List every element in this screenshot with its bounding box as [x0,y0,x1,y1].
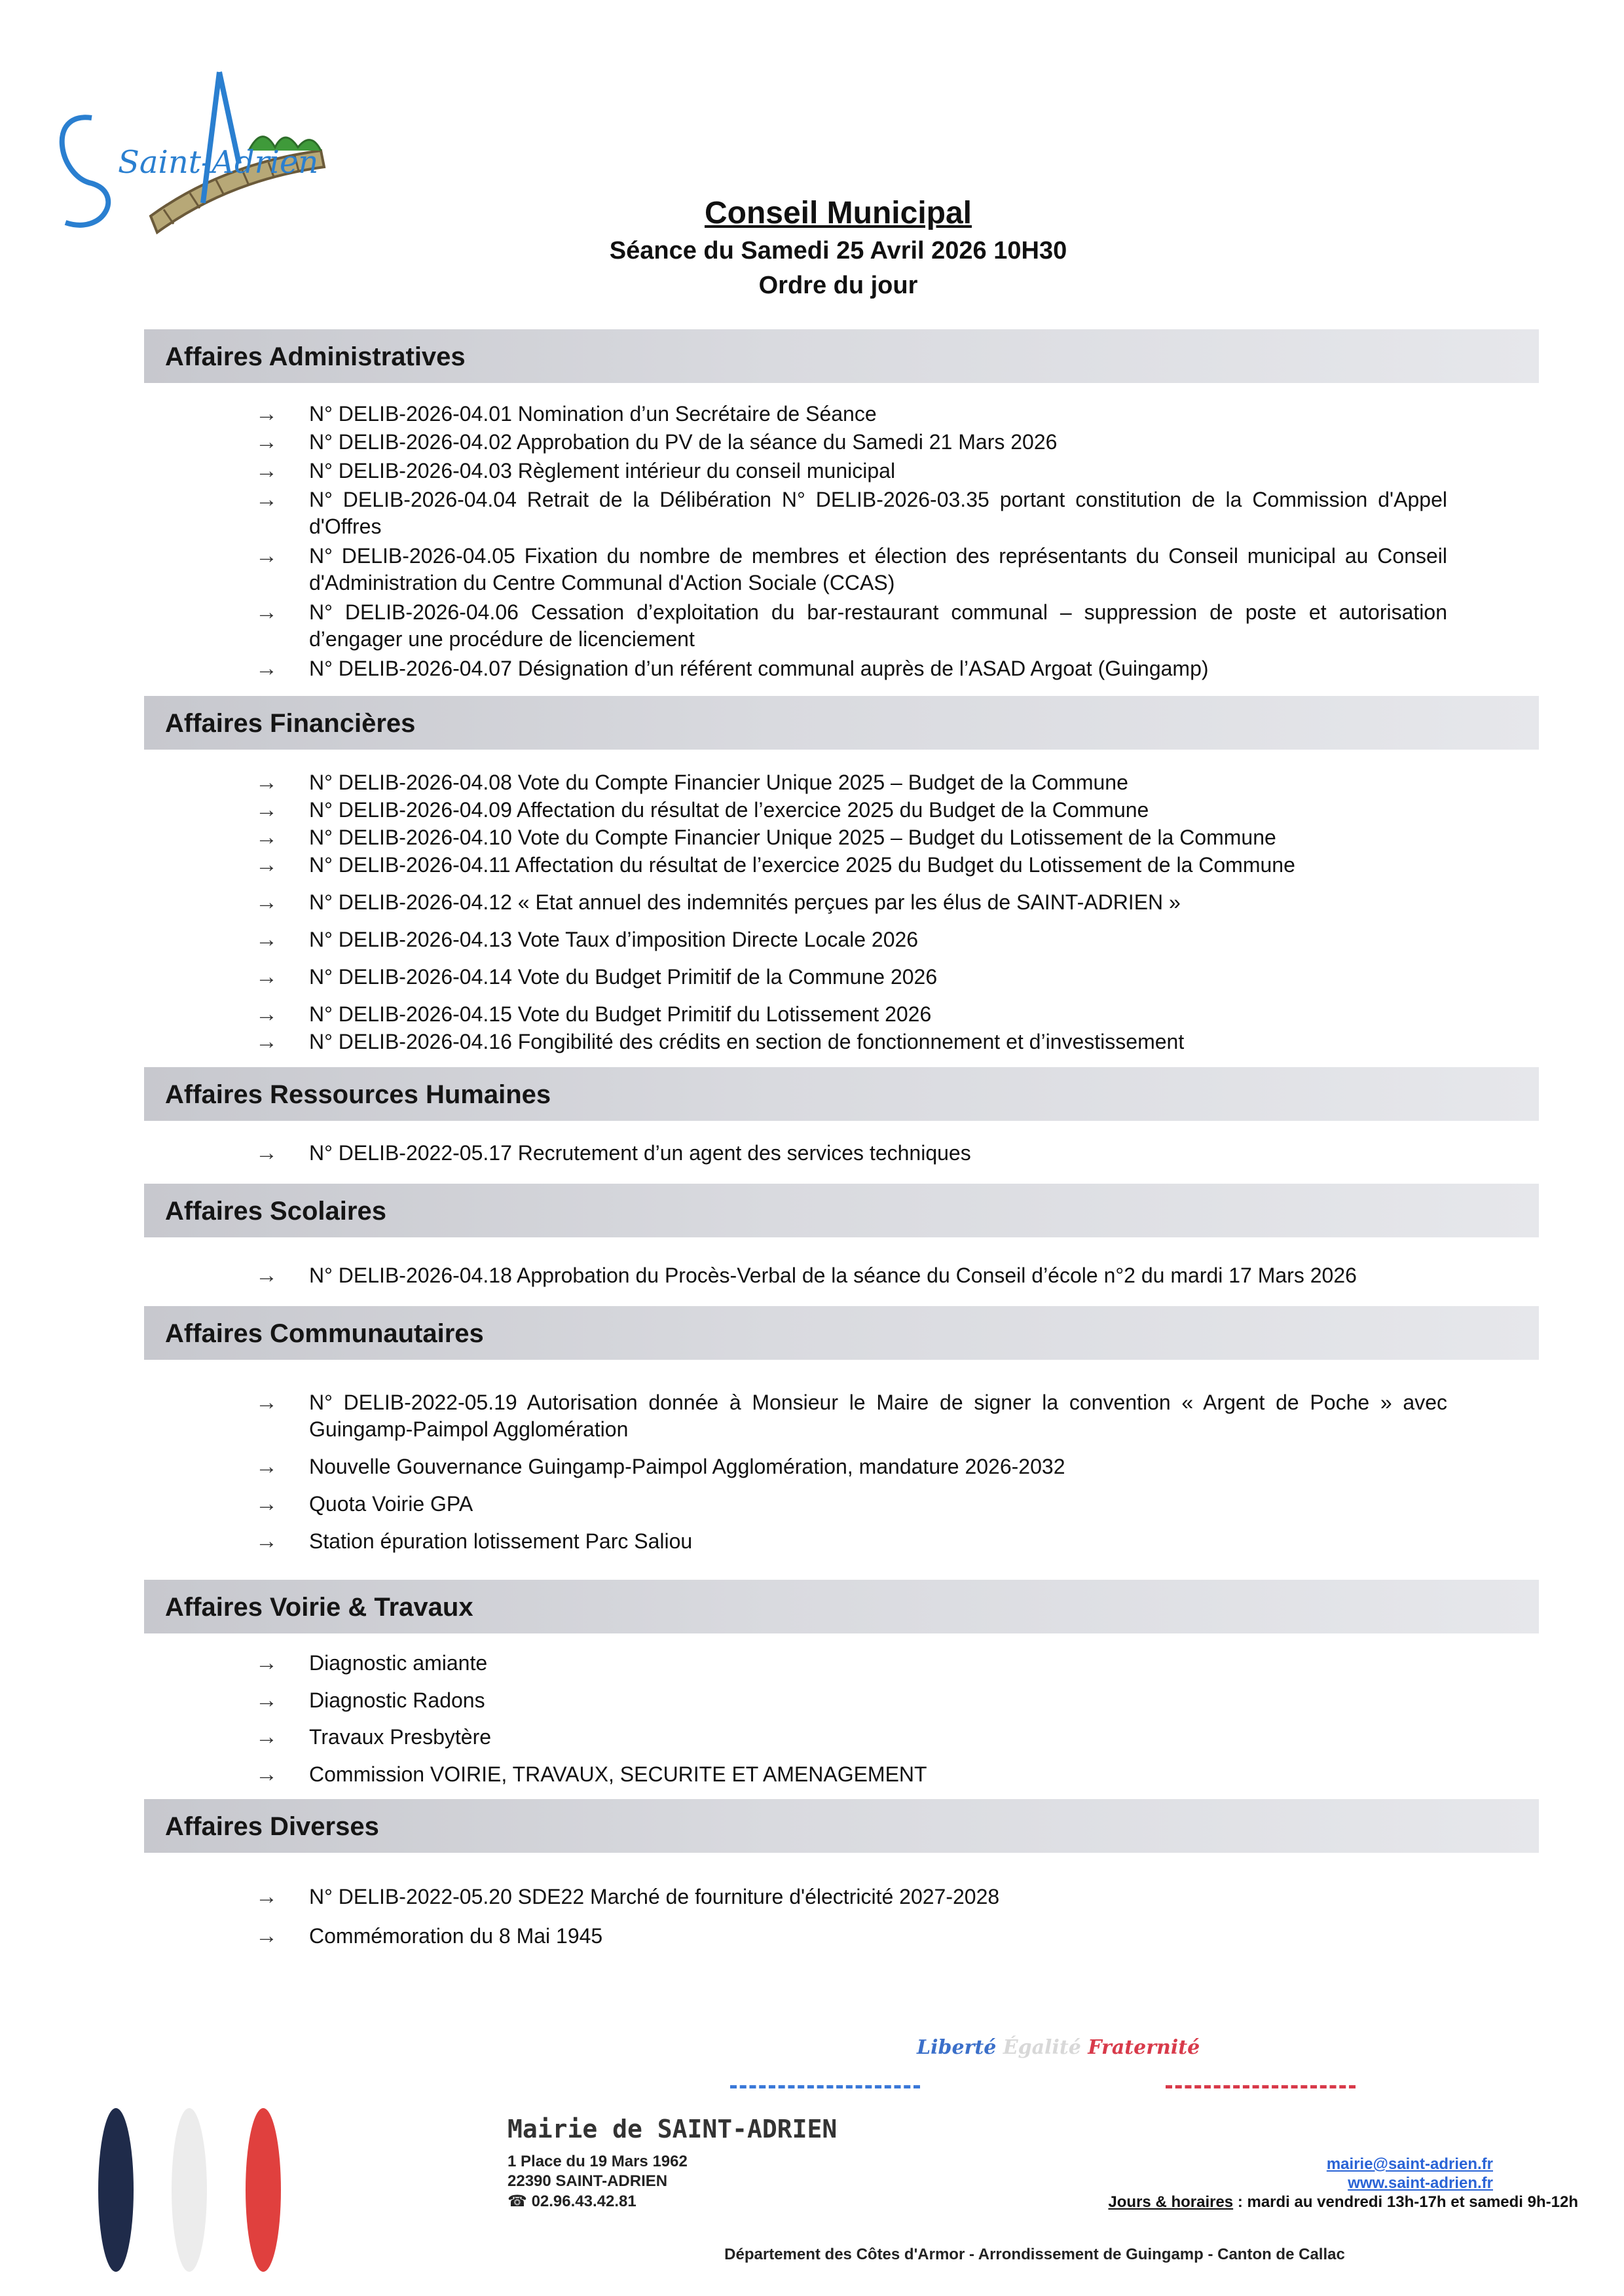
arrow-icon: → [255,1002,278,1027]
arrow-icon: → [255,1029,278,1054]
flag-blue-shape [98,2108,134,2272]
arrow-icon: → [255,458,278,483]
arrow-icon: → [255,825,278,850]
mairie-name: Mairie de SAINT-ADRIEN [507,2115,838,2143]
section-header-scolaires [144,1184,1539,1237]
footer [471,1984,1598,2272]
logo-text: Saint-Adrien [118,144,319,181]
arrow-icon: → [255,543,278,568]
flag-white-shape [172,2108,207,2272]
arrow-icon: → [255,964,278,989]
section-title: Affaires Administratives [165,342,466,371]
agenda-heading: Ordre du jour [758,272,918,299]
section-header-administratives [144,329,1539,383]
website-link[interactable]: www.saint-adrien.fr [1348,2174,1493,2192]
arrow-icon: → [255,401,278,426]
flag-red-shape [246,2108,281,2272]
section-title: Affaires Voirie & Travaux [165,1593,473,1622]
page-title: Conseil Municipal [704,196,972,230]
opening-hours: Jours & horaires : mardi au vendredi 13h-17h et samedi 9h-12h [1108,2193,1578,2211]
arrow-icon: → [255,1263,278,1288]
section-title: Affaires Financières [165,709,416,738]
section-title: Affaires Scolaires [165,1197,386,1226]
arrow-icon: → [255,1529,278,1554]
arrow-icon: → [255,1724,278,1749]
address-line-2: 22390 SAINT-ADRIEN [507,2172,668,2190]
republic-motto: Liberté Égalité Fraternité [917,2036,1200,2059]
section-header-voirie [144,1580,1539,1633]
session-date: Séance du Samedi 25 Avril 2026 10H30 [609,237,1067,264]
arrow-icon: → [255,600,278,625]
section-header-rh [144,1067,1539,1121]
arrow-icon: → [255,890,278,915]
section-title: Affaires Ressources Humaines [165,1080,551,1109]
section-title: Affaires Diverses [165,1812,379,1841]
section-header-communautaires [144,1306,1539,1360]
arrow-icon: → [255,852,278,877]
arrow-icon: → [255,1884,278,1909]
arrow-icon: → [255,1491,278,1516]
arrow-icon: → [255,1762,278,1787]
section-header-financieres [144,696,1539,750]
arrow-icon: → [255,487,278,512]
email-link[interactable]: mairie@saint-adrien.fr [1326,2155,1493,2173]
arrow-icon: → [255,1923,278,1948]
arrow-icon: → [255,797,278,822]
section-header-diverses [144,1799,1539,1853]
phone-number: ☎ 02.96.43.42.81 [507,2193,637,2210]
arrow-icon: → [255,1140,278,1165]
arrow-icon: → [255,1650,278,1675]
arrow-icon: → [255,1454,278,1479]
arrow-icon: → [255,656,278,681]
section-title: Affaires Communautaires [165,1319,484,1348]
arrow-icon: → [255,429,278,454]
arrow-icon: → [255,927,278,952]
address-line-1: 1 Place du 19 Mars 1962 [507,2153,688,2170]
arrow-icon: → [255,770,278,795]
saint-adrien-logo [52,52,341,242]
arrow-icon: → [255,1390,278,1415]
red-dash-divider [1166,2085,1356,2088]
arrow-icon: → [255,1688,278,1713]
blue-dash-divider [730,2085,920,2088]
department-info: Département des Côtes d'Armor - Arrondissement de Guingamp - Canton de Callac [724,2246,1345,2263]
